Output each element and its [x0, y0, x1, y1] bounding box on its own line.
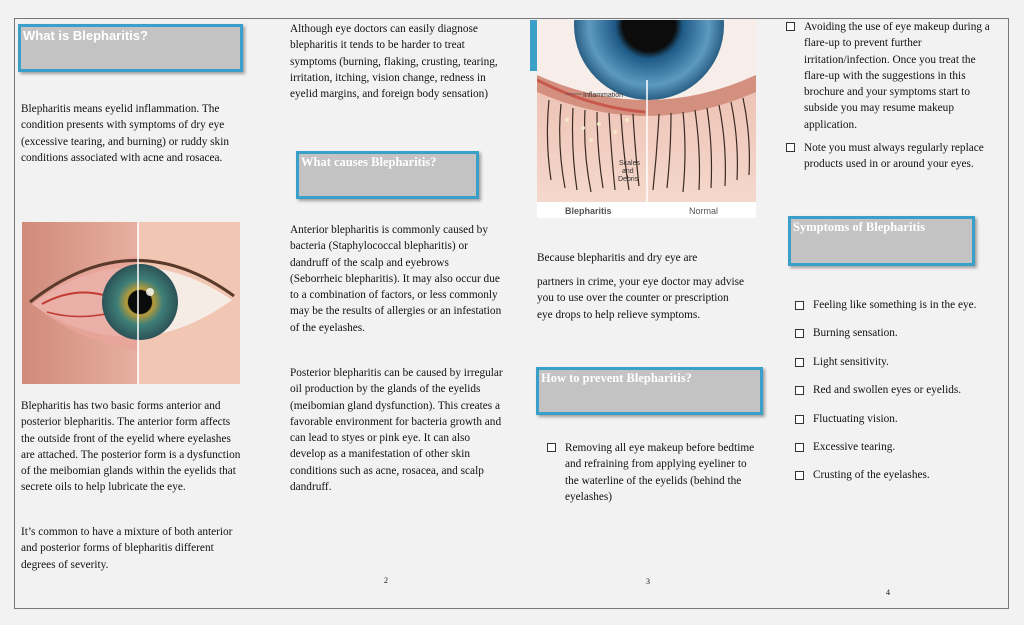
list-item [795, 433, 1010, 461]
diagram-label-inflammation: Inflammation [583, 92, 624, 99]
list-item [795, 291, 1010, 319]
col2-para2: Anterior blepharitis is commonly caused by bacteria (Staphylococcal blepharitis) or dandruff of the scalp and eyebrows (Seborrheic blepharitis). It may also occur due to a combination of factors, or less commonly may be the results of allergies or an infestation of the eyelashes. [290, 224, 502, 334]
eye-comparison-photo [22, 222, 240, 384]
list-item-text: Removing all eye makeup before bedtime and refraining from applying eyeliner to the waterline of the eyelids (behind the eyelashes) [565, 442, 755, 503]
col2-para3: Posterior blepharitis can be caused by irregular oil production by the glands of the eyelids (meibomian gland dysfunction). This creates a favorable environment for bacteria growth and can lead to styes or pink eye. It can also develop as a manifestation of other skin conditions such as acne, rosacea, and scalp dandruff. [290, 367, 503, 494]
page-number-4: 4 [886, 588, 890, 597]
list-item [795, 461, 1010, 489]
list-item-text: Avoiding the use of eye makeup during a flare-up to prevent further irritation/infection. Once you treat the flare-up with the suggestions in this brochure and your symptoms start to subside you may resume makeup application. [804, 21, 990, 131]
list-item [795, 405, 1010, 433]
col3-para1b: partners in crime, your eye doctor may advise you to use over the counter or prescription eye drops to help relieve symptoms. [537, 276, 745, 321]
heading-what-is-text: What is Blepharitis? [23, 28, 148, 43]
blepharitis-diagram [537, 20, 756, 218]
checkbox-icon [547, 443, 556, 452]
checkbox-icon [795, 301, 804, 310]
heading-what-causes [296, 151, 479, 199]
checkbox-icon [795, 471, 804, 480]
checkbox-icon [795, 443, 804, 452]
list-item-text: Excessive tearing. [813, 441, 896, 454]
page-number-3: 3 [646, 577, 650, 586]
list-item [786, 19, 991, 133]
checkbox-icon [795, 386, 804, 395]
list-item [795, 319, 1010, 347]
prevent-list [547, 440, 759, 505]
col3-para1a: Because blepharitis and dry eye are [537, 252, 698, 264]
checkbox-icon [786, 143, 795, 152]
col2-para1: Although eye doctors can easily diagnose blepharitis it tends to be harder to treat symptoms (burning, flaking, crusting, tearing, irritation, itching, vision change, redness in eyelid margins, and foreign body sensation) [290, 23, 498, 101]
list-item-text: Fluctuating vision. [813, 412, 898, 425]
list-item [795, 376, 1010, 404]
heading-symptoms [788, 216, 975, 266]
heading-what-is [18, 24, 243, 72]
list-item-text: Red and swollen eyes or eyelids. [813, 384, 962, 397]
col1-para1: Blepharitis means eyelid inflammation. The condition presents with symptoms of dry eye (excessive tearing, and burning) or ruddy skin conditions associated with acne and rosacea. [21, 103, 229, 164]
heading-how-prevent [536, 367, 763, 415]
list-item-text: Note you must always regularly replace products used in or around your eyes. [804, 142, 984, 171]
list-item [547, 440, 759, 505]
diagram-label-normal: Normal [689, 206, 719, 216]
heading-how-prevent-text: How to prevent Blepharitis? [541, 371, 692, 385]
checkbox-icon [795, 329, 804, 338]
col1-para2: Blepharitis has two basic forms anterior and posterior blepharitis. The anterior form affects the outside front of the eyelid where eyelashes are attached. The posterior form is a dysfunction of the meibomian glands within the eyelids that secrete oils to help lubricate the eye. [21, 400, 241, 494]
page-number-2: 2 [384, 576, 388, 585]
checkbox-icon [795, 358, 804, 367]
diagram-label-blepharitis: Blepharitis [565, 206, 612, 216]
checkbox-icon [795, 415, 804, 424]
list-item [786, 140, 991, 173]
list-item-text: Feeling like something is in the eye. [813, 299, 977, 311]
prevent-list-continued [786, 19, 991, 173]
symptoms-list [795, 291, 1010, 490]
checkbox-icon [786, 22, 795, 31]
diagram-label-scales: Scales and Debris [618, 160, 641, 183]
list-item [795, 348, 1010, 376]
heading-what-causes-text: What causes Blepharitis? [301, 155, 437, 169]
list-item-text: Crusting of the eyelashes. [813, 469, 930, 482]
list-item-text: Burning sensation. [813, 327, 898, 340]
col1-para3: It’s common to have a mixture of both anterior and posterior forms of blepharitis different degrees of severity. [21, 526, 233, 571]
list-item-text: Light sensitivity. [813, 355, 889, 368]
heading-symptoms-text: Symptoms of Blepharitis [793, 220, 925, 234]
